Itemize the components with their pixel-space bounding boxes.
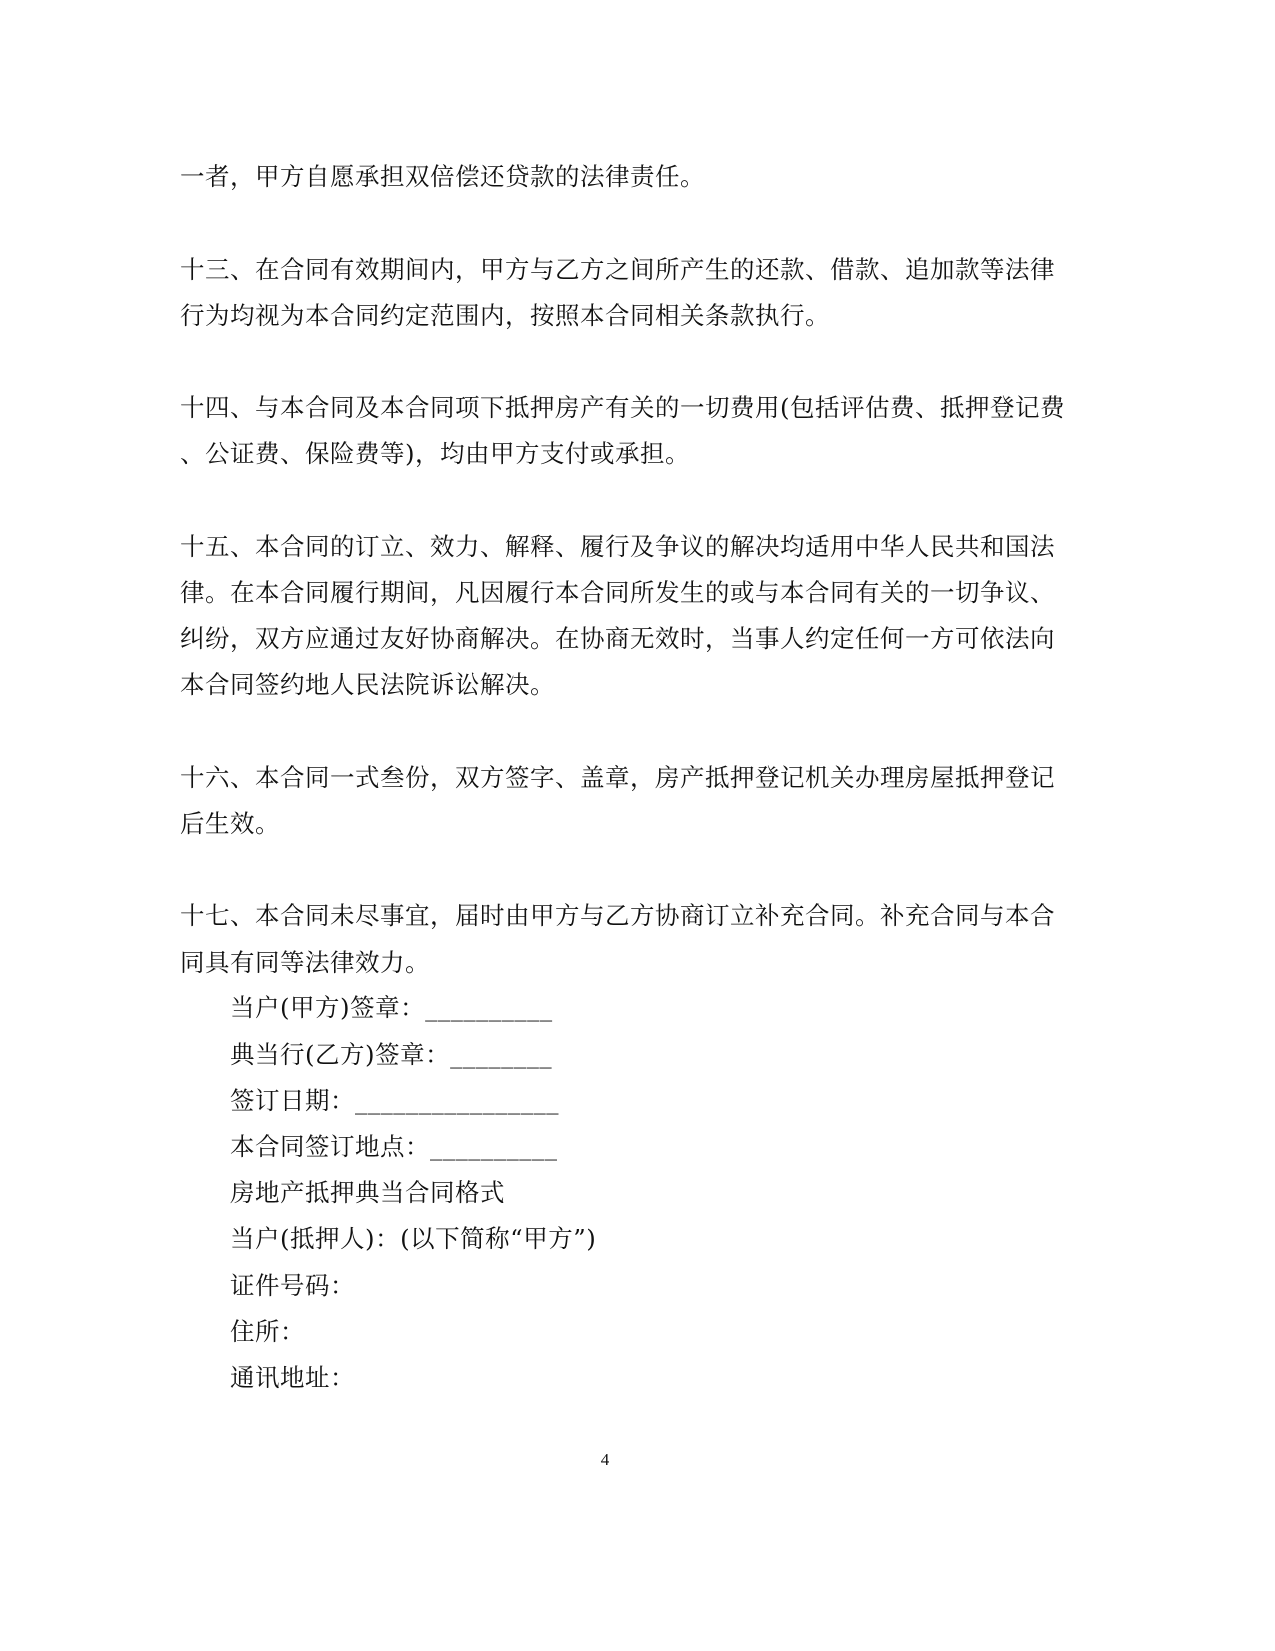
clause-15-line-3: 纠纷，双方应通过友好协商解决。在协商无效时，当事人约定任何一方可依法向 [180,624,1055,653]
text-line-1: 一者，甲方自愿承担双倍偿还贷款的法律责任。 [180,162,705,191]
clause-15-line-1: 十五、本合同的订立、效力、解释、履行及争议的解决均适用中华人民共和国法 [180,532,1055,561]
clause-17-line-2: 同具有同等法律效力。 [180,948,430,977]
clause-16-line-2: 后生效。 [180,809,280,838]
residence-line: 住所： [230,1317,305,1346]
clause-13-line-1: 十三、在合同有效期间内，甲方与乙方之间所产生的还款、借款、追加款等法律 [180,255,1055,284]
pawner-line: 当户(抵押人)：(以下简称“甲方”) [230,1224,597,1253]
clause-15-line-2: 律。在本合同履行期间，凡因履行本合同所发生的或与本合同有关的一切争议、 [180,578,1055,607]
clause-14-line-2: 、公证费、保险费等)，均由甲方支付或承担。 [180,439,691,468]
clause-16-line-1: 十六、本合同一式叁份，双方签字、盖章，房产抵押登记机关办理房屋抵押登记 [180,763,1055,792]
clause-15-line-4: 本合同签约地人民法院诉讼解决。 [180,670,555,699]
mailing-address-line: 通讯地址： [230,1363,355,1392]
clause-14-line-1: 十四、与本合同及本合同项下抵押房产有关的一切费用(包括评估费、抵押登记费 [180,393,1066,422]
clause-17-line-1: 十七、本合同未尽事宜，届时由甲方与乙方协商订立补充合同。补充合同与本合 [180,901,1055,930]
party-a-signature-line: 当户(甲方)签章：__________ [230,993,553,1022]
clause-13-line-2: 行为均视为本合同约定范围内，按照本合同相关条款执行。 [180,301,830,330]
signing-place-line: 本合同签订地点：__________ [230,1132,558,1161]
party-b-signature-line: 典当行(乙方)签章：________ [230,1040,553,1069]
id-number-line: 证件号码： [230,1271,355,1300]
contract-format-heading: 房地产抵押典当合同格式 [230,1178,505,1207]
page-number: 4 [600,1450,610,1469]
signing-date-line: 签订日期：________________ [230,1086,559,1115]
